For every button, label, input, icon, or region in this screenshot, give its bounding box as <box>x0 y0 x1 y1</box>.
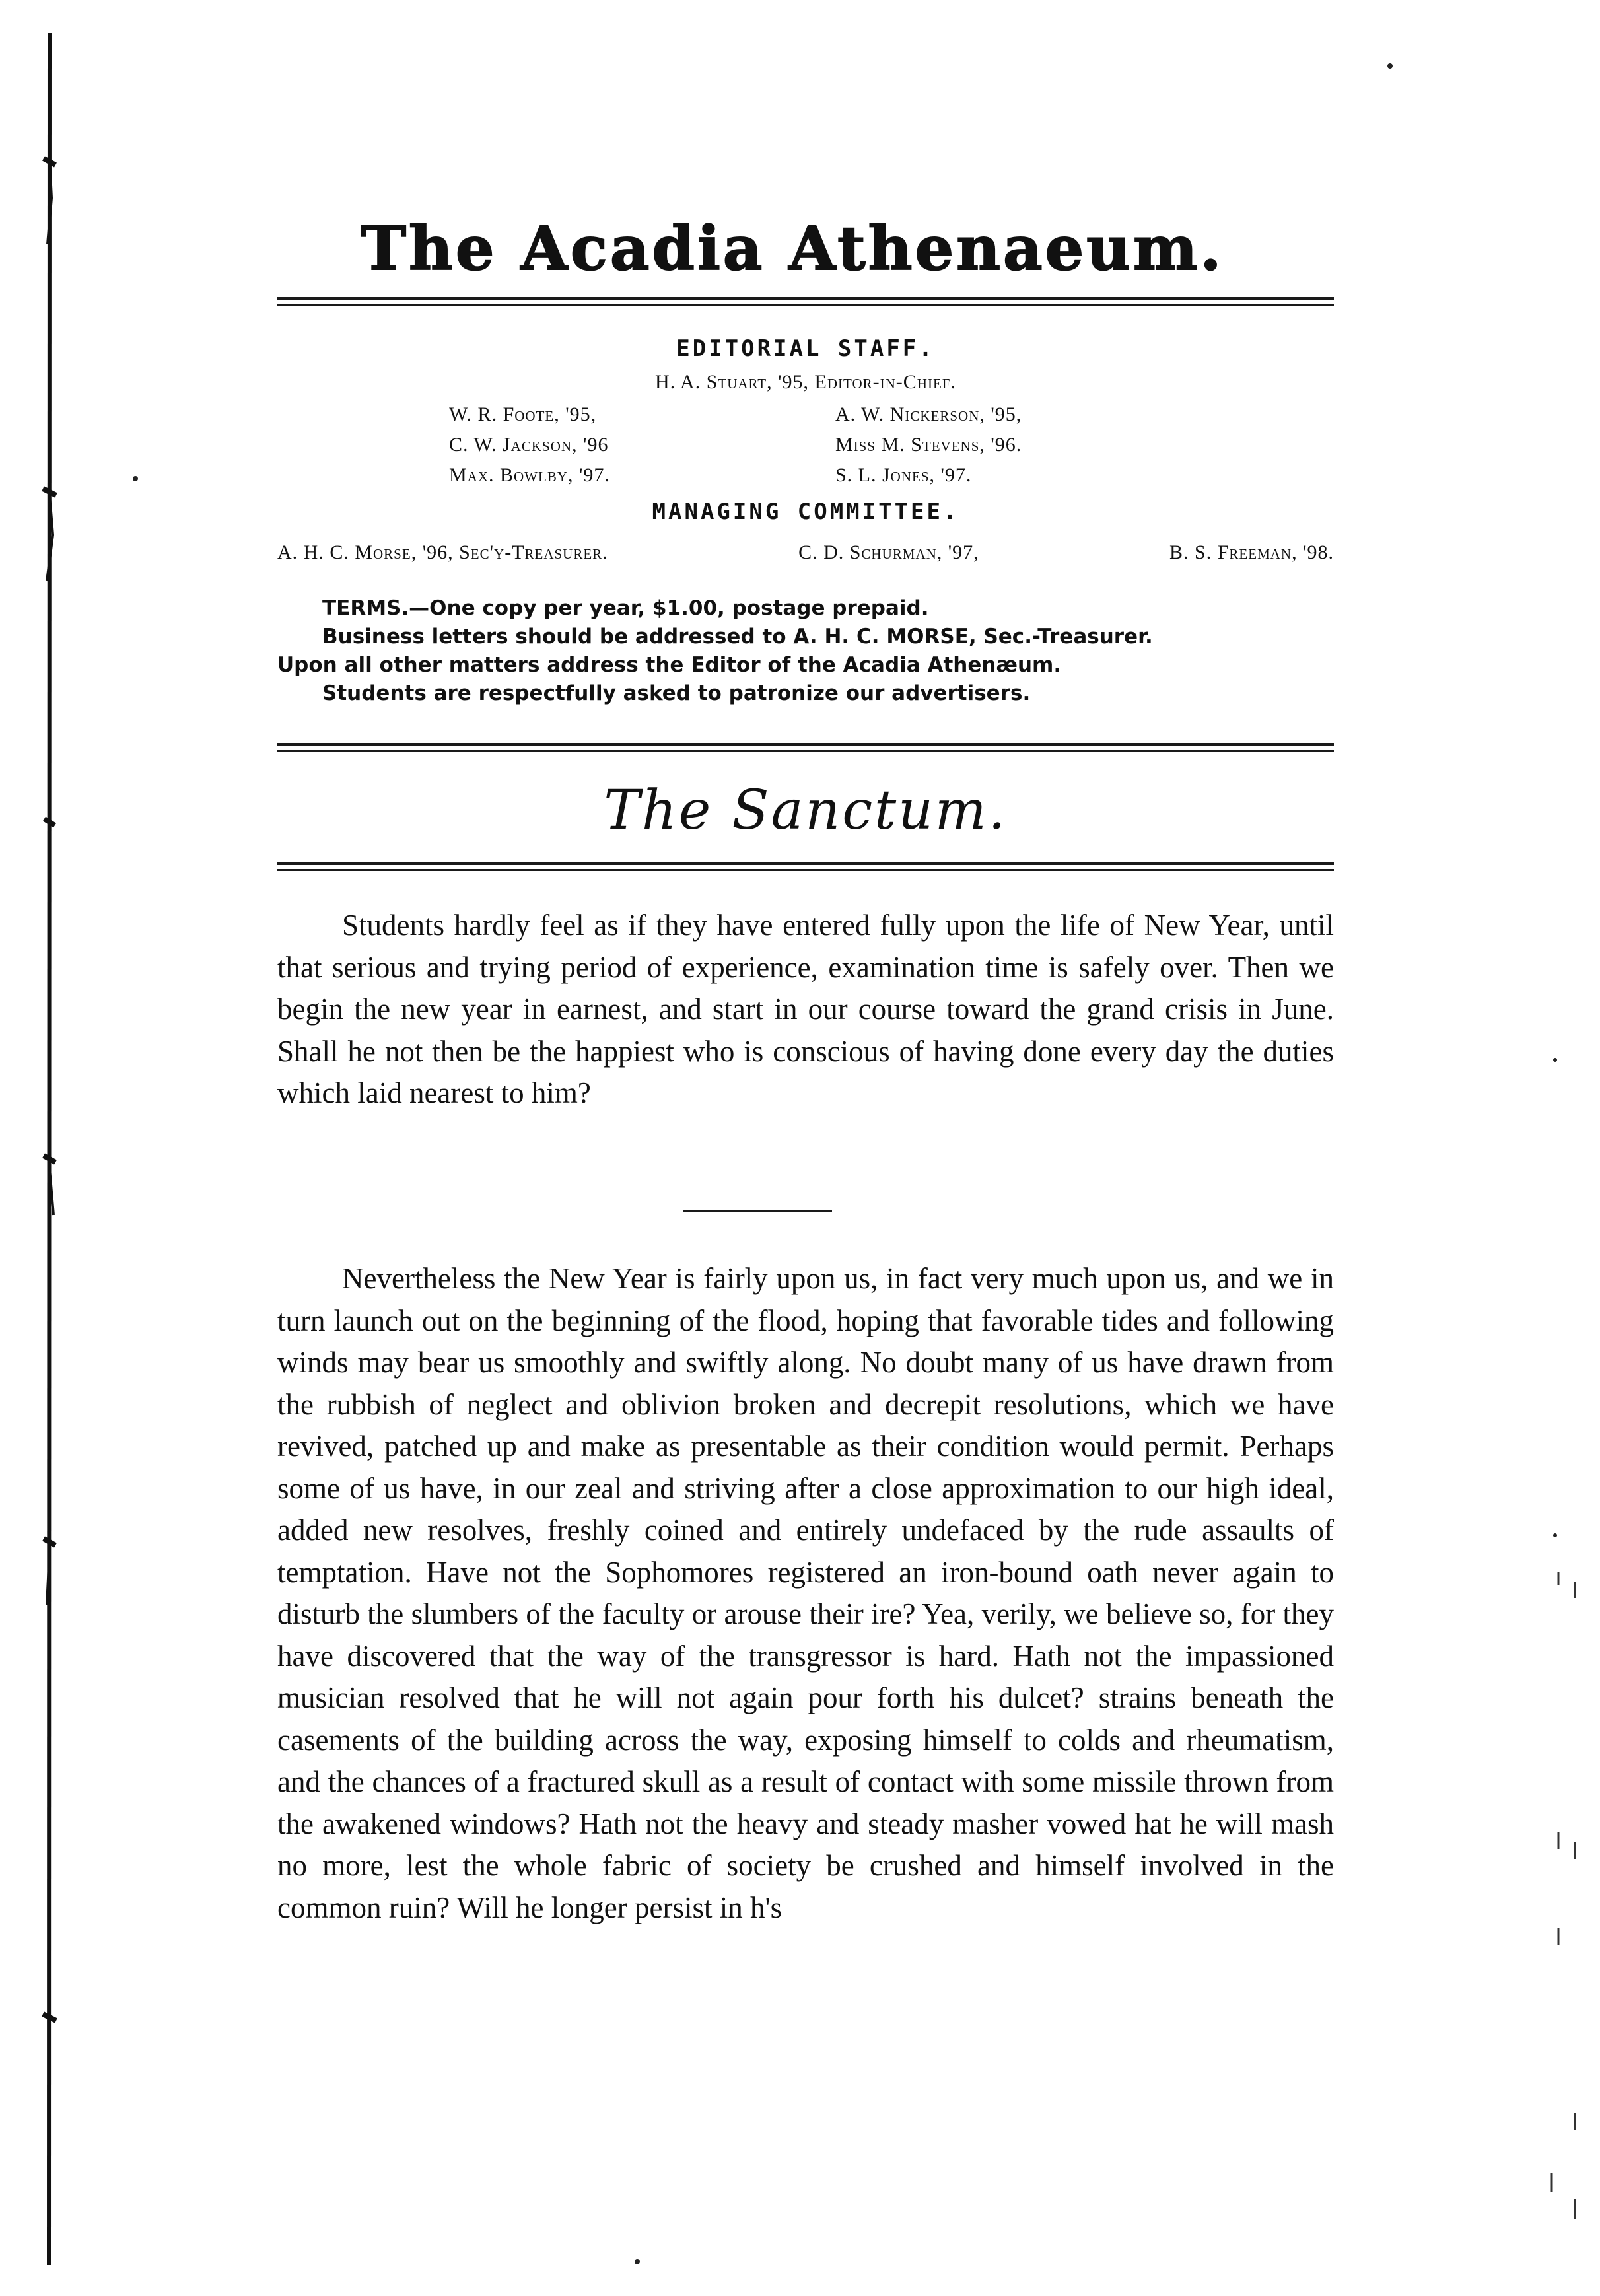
committee-member: A. H. C. Morse, '96, Sec'y-Treasurer. <box>277 541 608 563</box>
staff-member: W. R. Foote, '95, <box>449 403 597 425</box>
managing-committee-list <box>277 541 1334 564</box>
staff-member: Miss M. Stevens, '96. <box>835 434 1022 456</box>
masthead-title-text: The Acadia Athenaeum. <box>361 213 1224 284</box>
committee-member: B. S. Freeman, '98. <box>1169 541 1334 563</box>
editor-in-chief: H. A. Stuart, '95, Editor-in-Chief. <box>655 371 956 393</box>
managing-committee-heading: MANAGING COMMITTEE. <box>652 499 959 525</box>
section-heading <box>277 769 1334 849</box>
section-title <box>277 769 1334 849</box>
paragraph-text: Nevertheless the New Year is fairly upon us, in fact very much upon us, and we in turn launch out on the beginning of the flood, hoping that favorable tides and following winds may bear us smoothly and swiftly along. No doubt many of us have drawn from the rubbish of neglect and oblivion broken and decrepit resolutions, which we have revived, patched up and make as presentable as their condition would permit. Perhaps some of us have, in our zeal and striving after a close approximation to our high ideal, added new resolves, freshly coined and entirely undefaced by the rude assaults of temptation. Have not the Sophomores registered an iron-bound oath never again to disturb the slumbers of the faculty or arouse their ire? Yea, verily, we believe so, for they have discovered that the way of the transgressor is hard. Hath not the impassioned musician resolved that he will not again pour forth his dulcet? strains beneath the casements of the building across the way, exposing himself to colds and rheumatism, and the chances of a fractured skull as a result of contact with some missile thrown from the awakened windows? Hath not the heavy and steady masher vowed hat he will mash no more, lest the whole fabric of society be crushed and himself involved in the common ruin? Will he longer persist in h's <box>277 1262 1334 1924</box>
terms-line: TERMS.—One copy per year, $1.00, postage prepaid. <box>322 596 929 620</box>
binding-edge <box>40 33 59 2265</box>
masthead-rule <box>277 297 1334 306</box>
paragraph-text: Students hardly feel as if they have entered fully upon the life of New Year, until that serious and trying period of experience, examination time is safely over. Then we begin the new year in earnest, and start in our course toward the grand crisis in June. Shall he not then be the happiest who is conscious of having done every day the duties which laid nearest to him? <box>277 909 1334 1109</box>
page <box>277 0 1334 2296</box>
section-rule <box>277 862 1334 871</box>
paragraph-separator <box>683 1210 832 1212</box>
article-paragraph-1 <box>277 905 1334 1115</box>
staff-member: S. L. Jones, '97. <box>835 464 972 486</box>
section-title-text: The Sanctum. <box>604 779 1008 842</box>
terms-rule <box>277 743 1334 752</box>
committee-member: C. D. Schurman, '97, <box>798 541 979 563</box>
terms-line: Students are respectfully asked to patronize our advertisers. <box>322 681 1031 705</box>
staff-member: Max. Bowlby, '97. <box>449 464 610 486</box>
editorial-staff-list <box>449 401 1175 489</box>
masthead <box>277 198 1334 297</box>
terms-line: Upon all other matters address the Editor of the Acadia Athenæum. <box>277 653 1062 677</box>
article-paragraph-2 <box>277 1258 1334 1929</box>
staff-member: C. W. Jackson, '96 <box>449 434 609 456</box>
terms-block <box>277 594 1334 708</box>
terms-line: Business letters should be addressed to A. H. C. MORSE, Sec.-Treasurer. <box>322 625 1153 648</box>
masthead-title <box>277 198 1334 297</box>
staff-member: A. W. Nickerson, '95, <box>835 403 1022 425</box>
editorial-staff-heading: EDITORIAL STAFF. <box>676 335 935 362</box>
